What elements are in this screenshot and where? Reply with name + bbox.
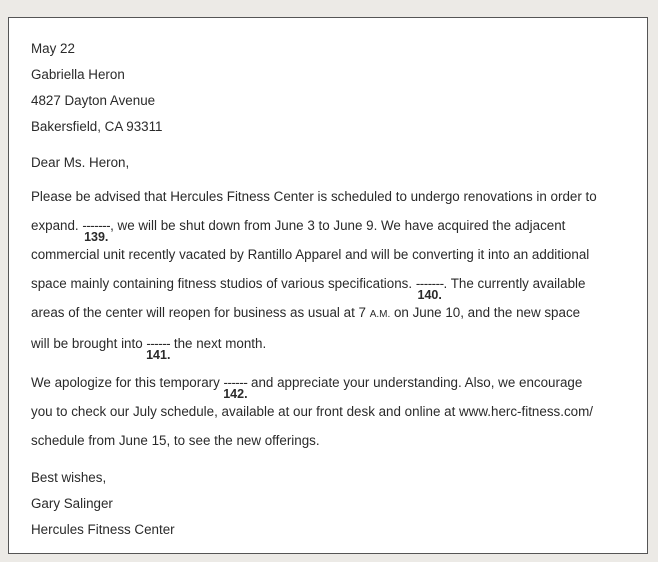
salutation: Dear Ms. Heron, bbox=[31, 155, 130, 170]
p2-line-1: We apologize for this temporary ------ 142. and appreciate your understanding. Also, we encourage bbox=[31, 368, 637, 397]
letter-date: May 22 bbox=[31, 41, 75, 56]
blank-139: ------- 139. bbox=[82, 211, 110, 240]
recipient-name: Gabriella Heron bbox=[31, 67, 125, 82]
signer-name: Gary Salinger bbox=[31, 496, 113, 511]
recipient-street: 4827 Dayton Avenue bbox=[31, 93, 156, 108]
signer-company: Hercules Fitness Center bbox=[31, 522, 175, 537]
blank-140: ------- 140. bbox=[416, 269, 444, 298]
p1-line-5: areas of the center will reopen for business as usual at 7 A.M. on June 10, and the new space bbox=[31, 305, 581, 320]
p1-line-4: space mainly containing fitness studios of various specifications. ------- 140. . The currently available bbox=[31, 269, 637, 298]
question-number-141: 141. bbox=[146, 348, 171, 362]
blank-141: ------ 141. bbox=[146, 329, 170, 358]
p2-line-3: schedule from June 15, to see the new offerings. bbox=[31, 433, 320, 448]
letter-body bbox=[31, 36, 637, 543]
paragraph-1 bbox=[31, 182, 637, 362]
question-number-140: 140. bbox=[417, 288, 442, 302]
question-number-142: 142. bbox=[223, 387, 248, 401]
p1-line-2: expand. ------- 139. , we will be shut down from June 3 to June 9. We have acquired the adjacent bbox=[31, 211, 637, 240]
p1-line-3: commercial unit recently vacated by Rantillo Apparel and will be converting it into an additional bbox=[31, 247, 590, 262]
recipient-city: Bakersfield, CA 93311 bbox=[31, 119, 163, 134]
p2-line-2: you to check our July schedule, available at our front desk and online at www.herc-fitness.com/ bbox=[31, 404, 593, 419]
p1-line-1: Please be advised that Hercules Fitness Center is scheduled to undergo renovations in order to bbox=[31, 189, 597, 204]
blank-142: ------ 142. bbox=[224, 368, 248, 397]
question-number-139: 139. bbox=[84, 230, 109, 244]
closing-signoff: Best wishes, bbox=[31, 470, 107, 485]
paragraph-2 bbox=[31, 368, 637, 455]
p1-line-6: will be brought into ------ 141. the next month. bbox=[31, 329, 637, 358]
letter-sheet bbox=[8, 17, 648, 554]
